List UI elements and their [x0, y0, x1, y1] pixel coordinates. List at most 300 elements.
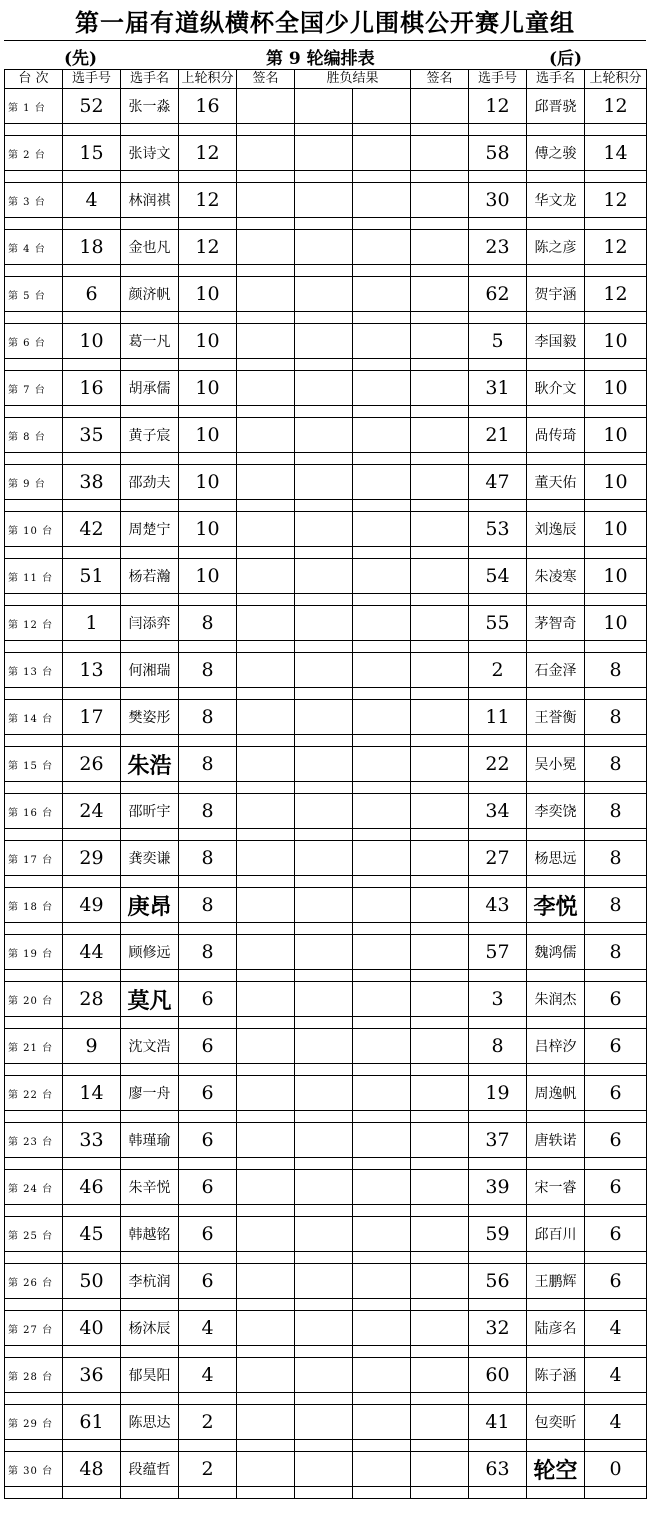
spacer-cell	[527, 1017, 585, 1029]
page-title: 第一届有道纵横杯全国少儿围棋公开赛儿童组	[75, 8, 575, 37]
table-row	[5, 1170, 647, 1205]
spacer-cell	[237, 1487, 295, 1499]
left-player-no: 44	[63, 935, 121, 970]
spacer-cell	[585, 547, 647, 559]
spacer-cell	[585, 1487, 647, 1499]
result-cell-right[interactable]	[353, 841, 411, 876]
result-cell-left[interactable]	[295, 230, 353, 265]
pairing-table	[4, 69, 647, 1499]
spacer-cell	[5, 312, 63, 324]
spacer-cell	[527, 547, 585, 559]
left-sign-cell[interactable]	[237, 230, 295, 265]
row-spacer	[5, 1299, 647, 1311]
black-side-label: (先)	[64, 49, 98, 69]
spacer-cell	[411, 500, 469, 512]
right-sign-cell[interactable]	[411, 747, 469, 782]
spacer-cell	[179, 453, 237, 465]
spacer-cell	[353, 359, 411, 371]
left-sign-cell[interactable]	[237, 841, 295, 876]
spacer-cell	[411, 453, 469, 465]
table-row	[5, 512, 647, 547]
right-player-no: 11	[469, 700, 527, 735]
right-sign-cell[interactable]	[411, 1311, 469, 1346]
right-player-no: 41	[469, 1405, 527, 1440]
spacer-cell	[179, 876, 237, 888]
result-cell-left[interactable]	[295, 1311, 353, 1346]
result-cell-right[interactable]	[353, 1405, 411, 1440]
spacer-cell	[411, 1487, 469, 1499]
spacer-cell	[5, 500, 63, 512]
spacer-cell	[411, 406, 469, 418]
left-sign-cell[interactable]	[237, 888, 295, 923]
spacer-cell	[5, 1017, 63, 1029]
left-sign-cell[interactable]	[237, 1405, 295, 1440]
left-sign-cell[interactable]	[237, 1123, 295, 1158]
spacer-cell	[179, 547, 237, 559]
spacer-cell	[469, 782, 527, 794]
left-sign-cell[interactable]	[237, 606, 295, 641]
result-cell-left[interactable]	[295, 794, 353, 829]
left-prev-points: 16	[179, 89, 237, 124]
spacer-cell	[179, 594, 237, 606]
spacer-cell	[527, 500, 585, 512]
left-sign-cell[interactable]	[237, 747, 295, 782]
spacer-cell	[5, 1111, 63, 1123]
spacer-cell	[295, 1205, 353, 1217]
left-prev-points: 10	[179, 465, 237, 500]
spacer-cell	[237, 641, 295, 653]
spacer-cell	[469, 453, 527, 465]
board-cell: 第 14 台	[5, 700, 63, 735]
result-cell-left[interactable]	[295, 747, 353, 782]
left-sign-cell[interactable]	[237, 1311, 295, 1346]
result-cell-left[interactable]	[295, 888, 353, 923]
right-sign-cell[interactable]	[411, 512, 469, 547]
spacer-cell	[585, 829, 647, 841]
spacer-cell	[63, 500, 121, 512]
right-player-no: 12	[469, 89, 527, 124]
result-cell-left[interactable]	[295, 982, 353, 1017]
right-sign-cell[interactable]	[411, 1358, 469, 1393]
result-cell-left[interactable]	[295, 1029, 353, 1064]
board-cell: 第 29 台	[5, 1405, 63, 1440]
left-sign-cell[interactable]	[237, 512, 295, 547]
right-sign-cell[interactable]	[411, 794, 469, 829]
result-cell-right[interactable]	[353, 230, 411, 265]
table-row	[5, 700, 647, 735]
right-sign-cell[interactable]	[411, 277, 469, 312]
result-cell-right[interactable]	[353, 1076, 411, 1111]
left-sign-cell[interactable]	[237, 418, 295, 453]
result-cell-left[interactable]	[295, 371, 353, 406]
right-player-no: 58	[469, 136, 527, 171]
result-cell-left[interactable]	[295, 1264, 353, 1299]
spacer-cell	[179, 641, 237, 653]
result-cell-right[interactable]	[353, 89, 411, 124]
left-sign-cell[interactable]	[237, 371, 295, 406]
spacer-cell	[295, 1487, 353, 1499]
row-spacer	[5, 453, 647, 465]
spacer-cell	[353, 688, 411, 700]
result-cell-right[interactable]	[353, 559, 411, 594]
left-player-no: 9	[63, 1029, 121, 1064]
spacer-cell	[121, 171, 179, 183]
table-row	[5, 1029, 647, 1064]
right-sign-cell[interactable]	[411, 1264, 469, 1299]
left-prev-points: 10	[179, 277, 237, 312]
result-cell-right[interactable]	[353, 418, 411, 453]
spacer-cell	[237, 1017, 295, 1029]
left-player-no: 38	[63, 465, 121, 500]
spacer-cell	[469, 265, 527, 277]
left-player-name: 邵昕宇	[121, 794, 179, 829]
spacer-cell	[353, 406, 411, 418]
table-row	[5, 1405, 647, 1440]
result-cell-left[interactable]	[295, 1123, 353, 1158]
board-cell: 第 13 台	[5, 653, 63, 688]
spacer-cell	[353, 1393, 411, 1405]
spacer-cell	[63, 1064, 121, 1076]
result-cell-left[interactable]	[295, 1358, 353, 1393]
left-sign-cell[interactable]	[237, 1217, 295, 1252]
table-row	[5, 606, 647, 641]
spacer-cell	[469, 406, 527, 418]
pairing-sheet	[4, 6, 646, 1499]
left-prev-points: 4	[179, 1311, 237, 1346]
result-cell-right[interactable]	[353, 1029, 411, 1064]
result-cell-right[interactable]	[353, 1358, 411, 1393]
right-player-no: 54	[469, 559, 527, 594]
right-sign-cell[interactable]	[411, 324, 469, 359]
right-sign-cell[interactable]	[411, 136, 469, 171]
left-player-no: 18	[63, 230, 121, 265]
spacer-cell	[469, 218, 527, 230]
spacer-cell	[469, 688, 527, 700]
right-player-no: 3	[469, 982, 527, 1017]
spacer-cell	[527, 1393, 585, 1405]
row-spacer	[5, 171, 647, 183]
right-sign-cell[interactable]	[411, 700, 469, 735]
board-cell: 第 3 台	[5, 183, 63, 218]
spacer-cell	[5, 688, 63, 700]
result-cell-right[interactable]	[353, 653, 411, 688]
spacer-cell	[527, 359, 585, 371]
spacer-cell	[411, 1440, 469, 1452]
left-sign-cell[interactable]	[237, 324, 295, 359]
table-row	[5, 465, 647, 500]
board-cell: 第 23 台	[5, 1123, 63, 1158]
header-player-no-left: 选手号	[63, 70, 121, 89]
spacer-cell	[585, 1064, 647, 1076]
result-cell-left[interactable]	[295, 465, 353, 500]
right-sign-cell[interactable]	[411, 418, 469, 453]
result-cell-left[interactable]	[295, 1405, 353, 1440]
result-cell-right[interactable]	[353, 982, 411, 1017]
spacer-cell	[353, 1440, 411, 1452]
spacer-cell	[237, 312, 295, 324]
result-cell-right[interactable]	[353, 512, 411, 547]
spacer-cell	[237, 453, 295, 465]
spacer-cell	[353, 1158, 411, 1170]
table-row	[5, 653, 647, 688]
spacer-cell	[63, 1111, 121, 1123]
table-row	[5, 1452, 647, 1487]
spacer-cell	[411, 1064, 469, 1076]
table-row	[5, 982, 647, 1017]
right-sign-cell[interactable]	[411, 1076, 469, 1111]
table-row	[5, 935, 647, 970]
spacer-cell	[353, 218, 411, 230]
result-cell-right[interactable]	[353, 324, 411, 359]
spacer-cell	[411, 594, 469, 606]
result-cell-left[interactable]	[295, 324, 353, 359]
header-player-name-left: 选手名	[121, 70, 179, 89]
result-cell-left[interactable]	[295, 559, 353, 594]
spacer-cell	[295, 1393, 353, 1405]
right-prev-points: 6	[585, 1123, 647, 1158]
spacer-cell	[411, 735, 469, 747]
right-sign-cell[interactable]	[411, 1029, 469, 1064]
result-cell-right[interactable]	[353, 1264, 411, 1299]
spacer-cell	[5, 923, 63, 935]
spacer-cell	[411, 1111, 469, 1123]
result-cell-right[interactable]	[353, 1311, 411, 1346]
result-cell-right[interactable]	[353, 465, 411, 500]
board-cell: 第 22 台	[5, 1076, 63, 1111]
spacer-cell	[295, 1440, 353, 1452]
right-sign-cell[interactable]	[411, 371, 469, 406]
left-sign-cell[interactable]	[237, 1264, 295, 1299]
left-player-no: 26	[63, 747, 121, 782]
result-cell-left[interactable]	[295, 841, 353, 876]
result-cell-right[interactable]	[353, 371, 411, 406]
left-player-no: 33	[63, 1123, 121, 1158]
right-sign-cell[interactable]	[411, 465, 469, 500]
spacer-cell	[411, 1017, 469, 1029]
left-sign-cell[interactable]	[237, 136, 295, 171]
table-row	[5, 136, 647, 171]
result-cell-left[interactable]	[295, 1170, 353, 1205]
spacer-cell	[469, 500, 527, 512]
result-cell-right[interactable]	[353, 277, 411, 312]
result-cell-right[interactable]	[353, 1123, 411, 1158]
result-cell-left[interactable]	[295, 277, 353, 312]
spacer-cell	[121, 1111, 179, 1123]
spacer-cell	[63, 782, 121, 794]
result-cell-right[interactable]	[353, 183, 411, 218]
spacer-cell	[237, 547, 295, 559]
right-prev-points: 6	[585, 1170, 647, 1205]
spacer-cell	[121, 312, 179, 324]
spacer-cell	[179, 1111, 237, 1123]
left-sign-cell[interactable]	[237, 700, 295, 735]
right-prev-points: 10	[585, 324, 647, 359]
spacer-cell	[469, 124, 527, 136]
spacer-cell	[179, 1017, 237, 1029]
spacer-cell	[585, 735, 647, 747]
row-spacer	[5, 688, 647, 700]
left-player-no: 48	[63, 1452, 121, 1487]
spacer-cell	[237, 782, 295, 794]
left-sign-cell[interactable]	[237, 653, 295, 688]
spacer-cell	[179, 265, 237, 277]
result-cell-left[interactable]	[295, 606, 353, 641]
spacer-cell	[353, 876, 411, 888]
row-spacer	[5, 923, 647, 935]
spacer-cell	[585, 171, 647, 183]
right-sign-cell[interactable]	[411, 559, 469, 594]
spacer-cell	[63, 265, 121, 277]
right-prev-points: 12	[585, 183, 647, 218]
spacer-cell	[527, 923, 585, 935]
right-sign-cell[interactable]	[411, 230, 469, 265]
right-player-no: 32	[469, 1311, 527, 1346]
row-spacer	[5, 1158, 647, 1170]
right-prev-points: 8	[585, 841, 647, 876]
spacer-cell	[179, 312, 237, 324]
table-row	[5, 841, 647, 876]
spacer-cell	[179, 1158, 237, 1170]
spacer-cell	[411, 359, 469, 371]
result-cell-left[interactable]	[295, 935, 353, 970]
result-cell-right[interactable]	[353, 794, 411, 829]
row-spacer	[5, 1346, 647, 1358]
right-player-no: 34	[469, 794, 527, 829]
spacer-cell	[63, 312, 121, 324]
left-sign-cell[interactable]	[237, 1076, 295, 1111]
spacer-cell	[295, 923, 353, 935]
result-cell-left[interactable]	[295, 1217, 353, 1252]
right-player-no: 22	[469, 747, 527, 782]
result-cell-left[interactable]	[295, 136, 353, 171]
right-player-no: 30	[469, 183, 527, 218]
left-sign-cell[interactable]	[237, 1452, 295, 1487]
right-sign-cell[interactable]	[411, 653, 469, 688]
spacer-cell	[469, 1017, 527, 1029]
right-sign-cell[interactable]	[411, 982, 469, 1017]
result-cell-left[interactable]	[295, 512, 353, 547]
result-cell-left[interactable]	[295, 700, 353, 735]
spacer-cell	[411, 1158, 469, 1170]
left-sign-cell[interactable]	[237, 794, 295, 829]
spacer-cell	[411, 829, 469, 841]
right-sign-cell[interactable]	[411, 1452, 469, 1487]
result-cell-right[interactable]	[353, 747, 411, 782]
white-side-label: (后)	[549, 49, 583, 69]
result-cell-left[interactable]	[295, 653, 353, 688]
left-prev-points: 12	[179, 136, 237, 171]
spacer-cell	[179, 218, 237, 230]
spacer-cell	[5, 1064, 63, 1076]
spacer-cell	[527, 1346, 585, 1358]
result-cell-left[interactable]	[295, 1076, 353, 1111]
header-player-no-right: 选手号	[469, 70, 527, 89]
spacer-cell	[237, 406, 295, 418]
right-sign-cell[interactable]	[411, 841, 469, 876]
right-prev-points: 6	[585, 1029, 647, 1064]
right-sign-cell[interactable]	[411, 1217, 469, 1252]
left-player-no: 13	[63, 653, 121, 688]
right-sign-cell[interactable]	[411, 89, 469, 124]
left-sign-cell[interactable]	[237, 1029, 295, 1064]
right-sign-cell[interactable]	[411, 606, 469, 641]
spacer-cell	[585, 923, 647, 935]
board-cell: 第 27 台	[5, 1311, 63, 1346]
result-cell-right[interactable]	[353, 1170, 411, 1205]
left-player-name: 陈思达	[121, 1405, 179, 1440]
spacer-cell	[5, 735, 63, 747]
result-cell-right[interactable]	[353, 136, 411, 171]
spacer-cell	[585, 453, 647, 465]
right-sign-cell[interactable]	[411, 935, 469, 970]
left-sign-cell[interactable]	[237, 89, 295, 124]
right-sign-cell[interactable]	[411, 1405, 469, 1440]
right-player-no: 60	[469, 1358, 527, 1393]
left-prev-points: 8	[179, 606, 237, 641]
left-player-no: 28	[63, 982, 121, 1017]
result-cell-right[interactable]	[353, 935, 411, 970]
board-cell: 第 11 台	[5, 559, 63, 594]
result-cell-right[interactable]	[353, 700, 411, 735]
spacer-cell	[121, 124, 179, 136]
left-sign-cell[interactable]	[237, 982, 295, 1017]
right-sign-cell[interactable]	[411, 888, 469, 923]
result-cell-left[interactable]	[295, 183, 353, 218]
right-sign-cell[interactable]	[411, 1123, 469, 1158]
spacer-cell	[295, 594, 353, 606]
left-player-name: 杨若瀚	[121, 559, 179, 594]
right-sign-cell[interactable]	[411, 1170, 469, 1205]
spacer-cell	[469, 641, 527, 653]
result-cell-left[interactable]	[295, 89, 353, 124]
row-spacer	[5, 1487, 647, 1499]
left-sign-cell[interactable]	[237, 277, 295, 312]
board-cell: 第 2 台	[5, 136, 63, 171]
spacer-cell	[527, 688, 585, 700]
spacer-cell	[585, 1299, 647, 1311]
spacer-cell	[63, 970, 121, 982]
left-prev-points: 6	[179, 1264, 237, 1299]
spacer-cell	[469, 359, 527, 371]
result-cell-right[interactable]	[353, 606, 411, 641]
right-sign-cell[interactable]	[411, 183, 469, 218]
left-sign-cell[interactable]	[237, 1170, 295, 1205]
left-sign-cell[interactable]	[237, 935, 295, 970]
left-sign-cell[interactable]	[237, 183, 295, 218]
spacer-cell	[63, 1252, 121, 1264]
row-spacer	[5, 1111, 647, 1123]
spacer-cell	[527, 171, 585, 183]
right-prev-points: 8	[585, 653, 647, 688]
spacer-cell	[295, 688, 353, 700]
left-sign-cell[interactable]	[237, 559, 295, 594]
result-cell-left[interactable]	[295, 1452, 353, 1487]
right-player-name: 咼传琦	[527, 418, 585, 453]
result-cell-left[interactable]	[295, 418, 353, 453]
result-cell-right[interactable]	[353, 1452, 411, 1487]
spacer-cell	[411, 1346, 469, 1358]
left-prev-points: 2	[179, 1452, 237, 1487]
left-player-name: 顾修远	[121, 935, 179, 970]
left-sign-cell[interactable]	[237, 465, 295, 500]
board-cell: 第 18 台	[5, 888, 63, 923]
result-cell-right[interactable]	[353, 1217, 411, 1252]
result-cell-right[interactable]	[353, 888, 411, 923]
right-prev-points: 10	[585, 606, 647, 641]
spacer-cell	[5, 970, 63, 982]
spacer-cell	[5, 1440, 63, 1452]
left-sign-cell[interactable]	[237, 1358, 295, 1393]
